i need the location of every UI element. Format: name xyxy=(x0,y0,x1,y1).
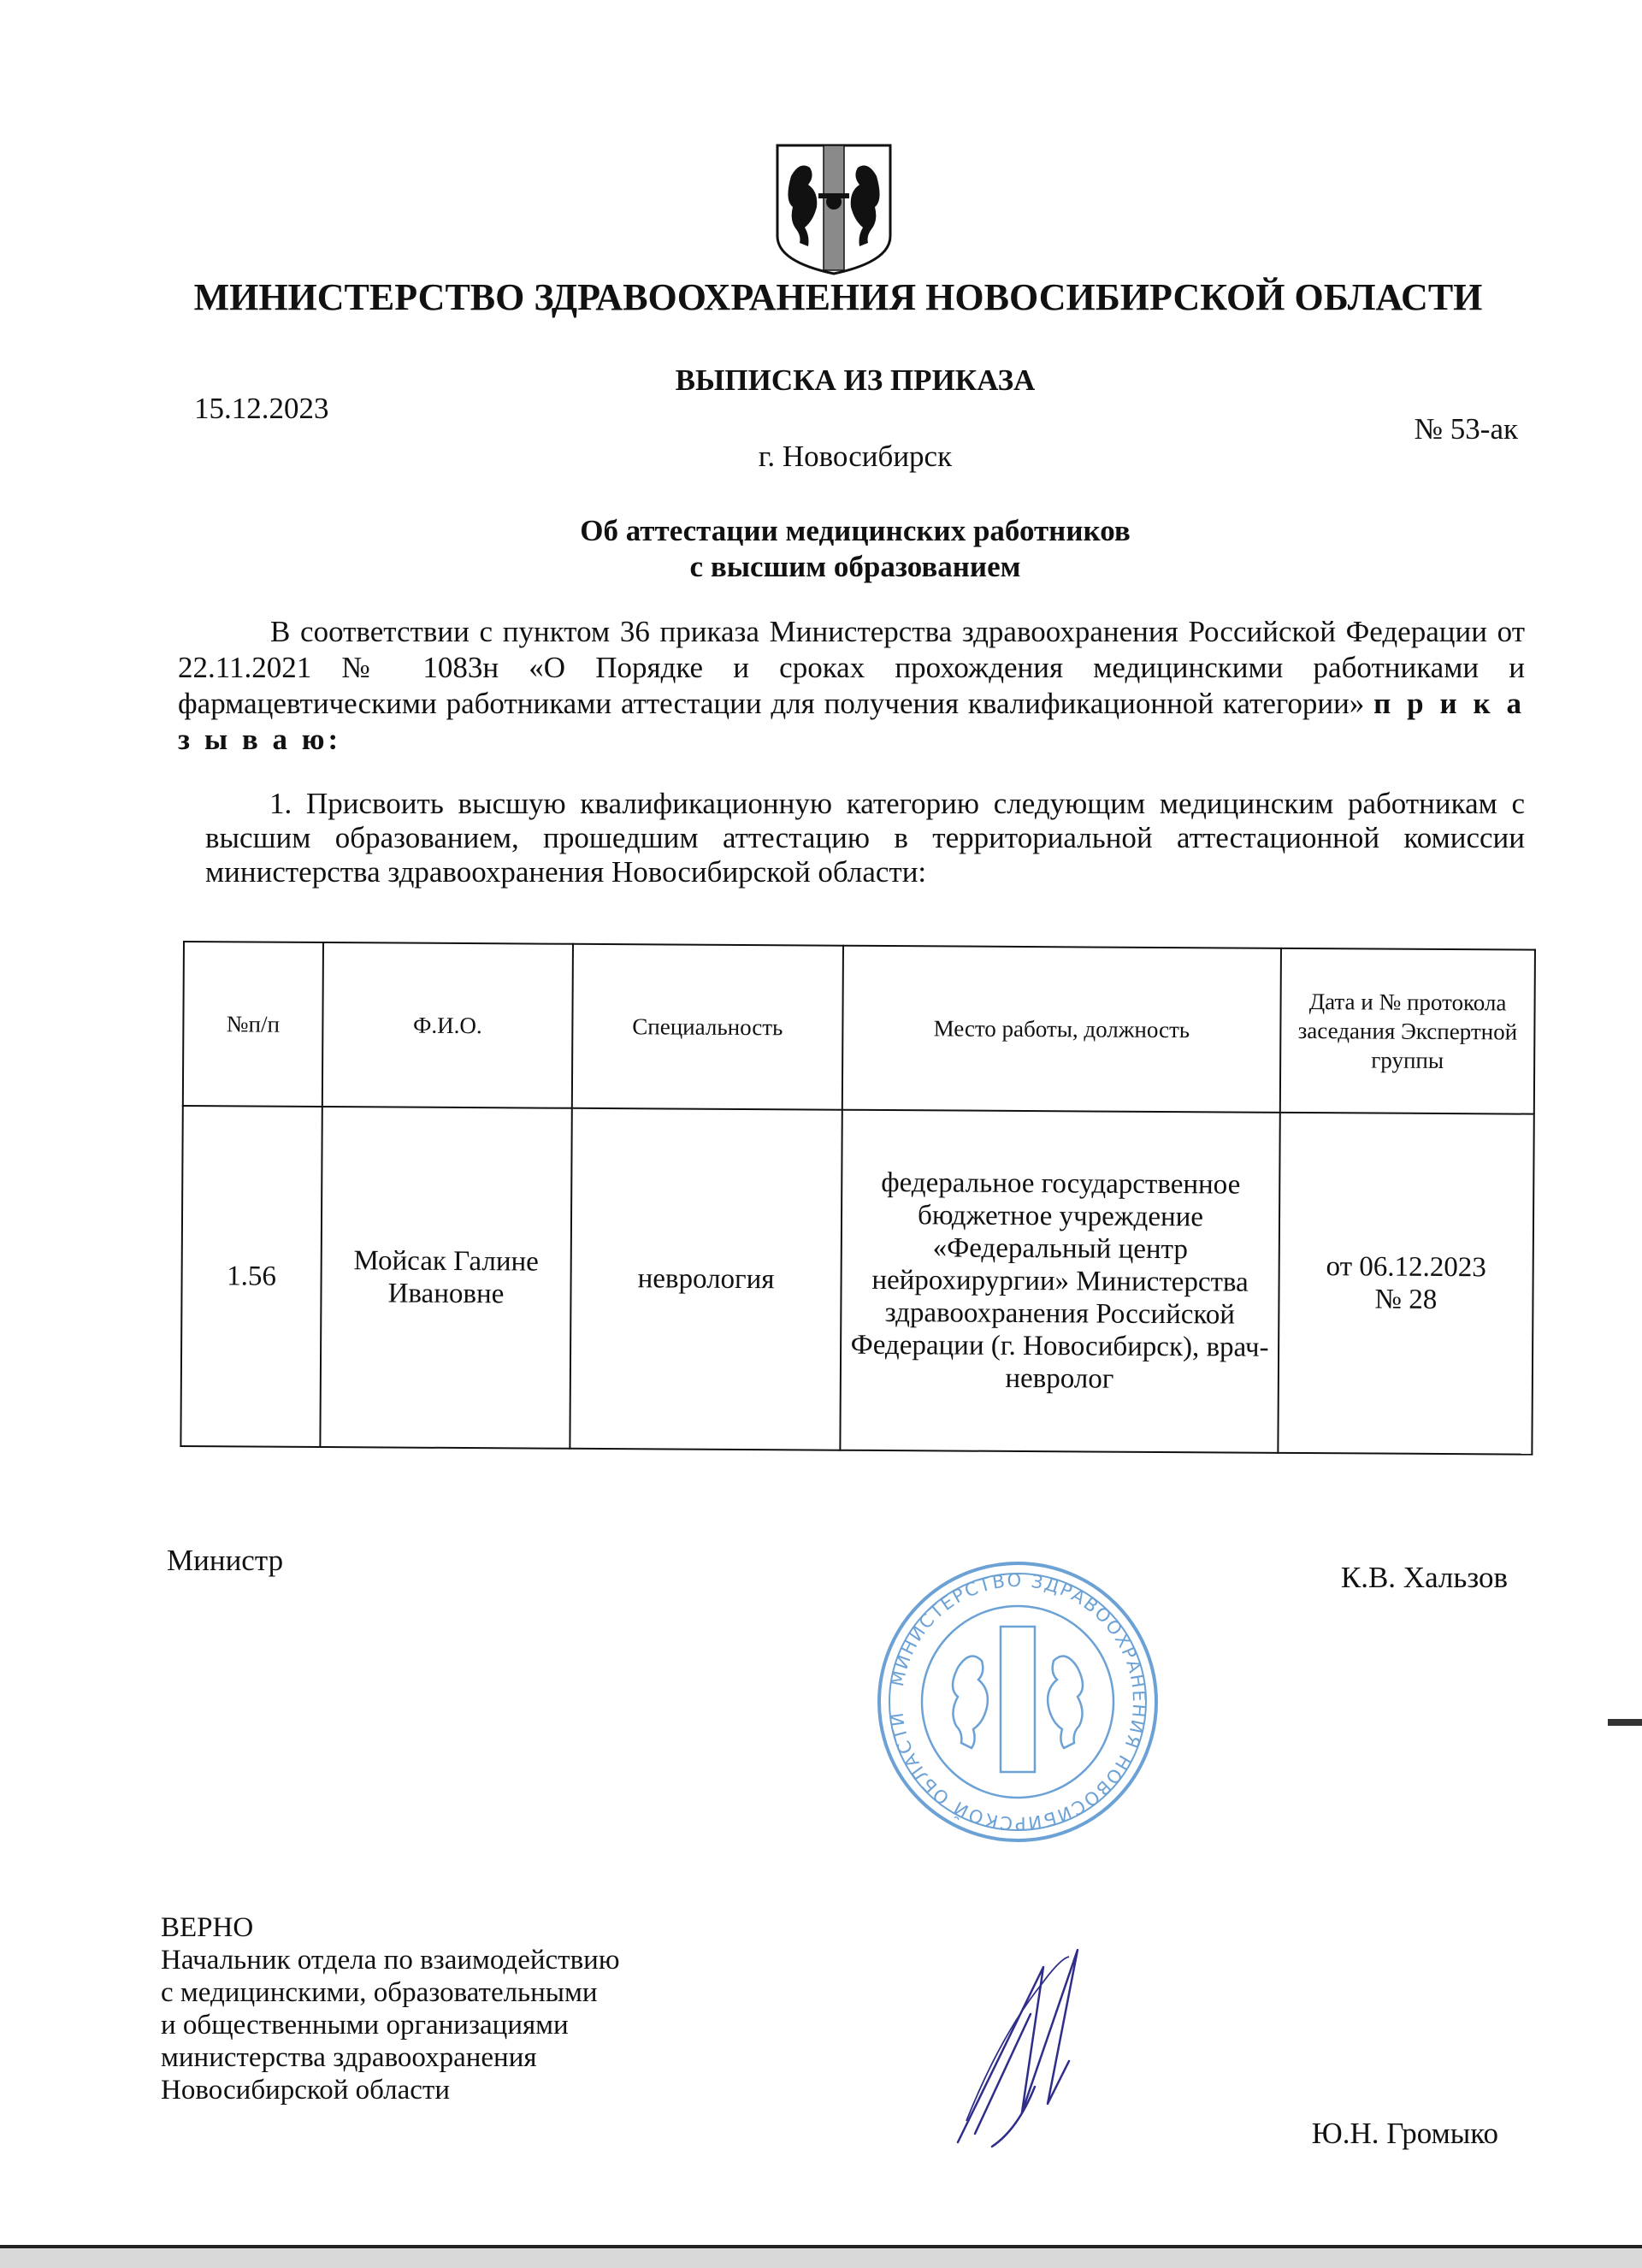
table-header-cell: Специальность xyxy=(572,944,843,1110)
scan-edge xyxy=(1608,1719,1642,1726)
verno-label: ВЕРНО xyxy=(161,1912,254,1943)
protocol-number: № 28 xyxy=(1374,1284,1438,1315)
specialty-cell: неврология xyxy=(570,1108,842,1450)
table-header-cell: Дата и № протокола заседания Экспертной группы xyxy=(1280,948,1535,1114)
document-date: 15.12.2023 xyxy=(194,392,329,425)
signer-name: Ю.Н. Громыко xyxy=(1311,2117,1498,2150)
ministry-title: МИНИСТЕРСТВО ЗДРАВООХРАНЕНИЯ НОВОСИБИРСКОЙ ОБЛАСТИ xyxy=(193,276,1483,318)
attestation-table xyxy=(180,941,1536,1456)
official-stamp-icon xyxy=(872,1556,1163,1847)
order-subject-line: с высшим образованием xyxy=(689,550,1021,583)
table-header-cell: Место работы, должность xyxy=(842,946,1281,1113)
order-word: п р и к а з ы в а ю: xyxy=(178,687,1526,756)
protocol-cell xyxy=(1278,1113,1533,1455)
order-subject xyxy=(428,513,1283,585)
row-number-cell: 1.56 xyxy=(180,1106,322,1447)
certification-block xyxy=(161,1911,620,2106)
order-item-text: Присвоить высшую квалификационную категорию следующим медицинским работникам с высшим образованием, прошедшим аттестацию в территориальной аттестационной комиссии министерства здравоохранения Новосибирской области: xyxy=(205,787,1526,889)
order-item-number: 1. xyxy=(269,787,292,820)
signer-position-line: Начальник отдела по взаимодействию xyxy=(161,1945,620,1976)
table-header-cell: Ф.И.О. xyxy=(322,942,573,1108)
workplace-cell: федеральное государственное бюджетное учреждение «Федеральный центр нейрохирургии» Министерства здравоохранения Российской Федерации (г. Новосибирск), врач-невролог xyxy=(840,1110,1279,1453)
signer-position-line: и общественными организациями xyxy=(161,2010,569,2041)
minister-name: К.В. Хальзов xyxy=(1340,1561,1508,1594)
document-type: ВЫПИСКА ИЗ ПРИКАЗА xyxy=(675,363,1036,397)
order-subject-line: Об аттестации медицинских работников xyxy=(580,514,1131,547)
preamble xyxy=(178,614,1525,758)
handwritten-signature-icon xyxy=(941,1933,1095,2164)
order-item xyxy=(205,787,1525,889)
table-header-cell: №п/п xyxy=(183,942,323,1107)
document-city: г. Новосибирск xyxy=(758,440,953,473)
signer-position-line: с медицинскими, образовательными xyxy=(161,1977,598,2008)
stamp-text: МИНИСТЕРСТВО ЗДРАВООХРАНЕНИЯ НОВОСИБИРСКОЙ ОБЛАСТИ xyxy=(886,1569,1150,1834)
table-header-row xyxy=(183,942,1535,1114)
document-number: № 53-ак xyxy=(1414,412,1518,446)
protocol-date: от 06.12.2023 xyxy=(1326,1251,1486,1284)
preamble-text: В соответствии с пунктом 36 приказа Министерства здравоохранения Российской Федерации от 22.11.2021 № 1083н «О Порядке и сроках прохождения медицинскими работниками и фармацевтическими работниками аттестации для получения квалификационной категории» xyxy=(178,615,1525,720)
svg-text:МИНИСТЕРСТВО ЗДРАВООХРАНЕНИЯ Н xyxy=(886,1570,1149,1834)
table-row xyxy=(180,1106,1533,1455)
coat-of-arms-icon xyxy=(774,142,894,277)
signer-position-line: министерства здравоохранения xyxy=(161,2042,537,2073)
minister-label: Министр xyxy=(167,1544,284,1577)
signer-position-line: Новосибирской области xyxy=(161,2075,450,2106)
full-name-cell: Мойсак Галине Ивановне xyxy=(320,1107,571,1449)
